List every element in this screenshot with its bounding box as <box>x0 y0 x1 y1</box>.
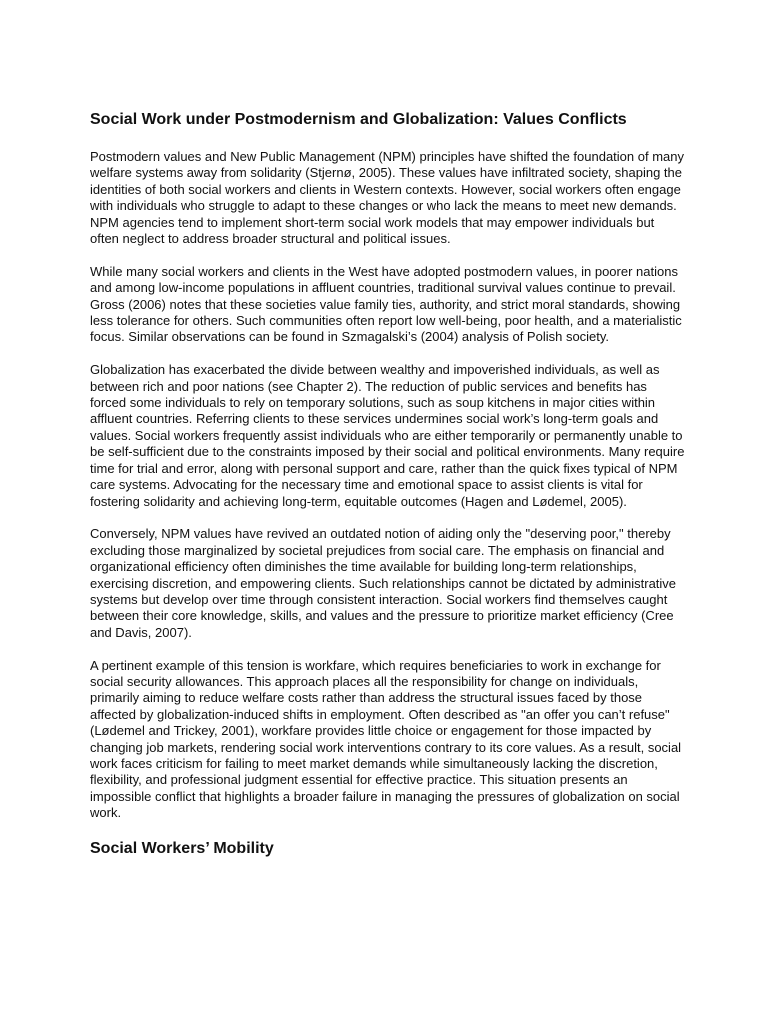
document-page <box>90 110 686 859</box>
paragraph-npm-principles: Postmodern values and New Public Management (NPM) principles have shifted the foundation of many welfare systems away from solidarity (Stjernø, 2005). These values have infiltrated society, shaping the identities of both social workers and clients in Western contexts. However, social workers often engage with individuals who struggle to adapt to these changes or who lack the means to meet new demands. NPM agencies tend to implement short-term social work models that may empower individuals but often neglect to address broader structural and political issues. <box>90 149 684 247</box>
paragraph-globalization-divide: Globalization has exacerbated the divide between wealthy and impoverished individuals, as well as between rich and poor nations (see Chapter 2). The reduction of public services and benefits has forced some individuals to rely on temporary solutions, such as soup kitchens in major cities within affluent countries. Referring clients to these services undermines social work’s long-term goals and values. Social workers frequently assist individuals who are either temporarily or permanently unable to be self-sufficient due to the constraints imposed by their social and political environments. Many require time for trial and error, along with personal support and care, rather than the quick fixes typical of NPM care systems. Advocating for the necessary time and emotional space to assist clients is vital for fostering solidarity and achieving long-term, equitable outcomes (Hagen and Lødemel, 2005). <box>90 362 685 509</box>
paragraph-deserving-poor: Conversely, NPM values have revived an outdated notion of aiding only the "deserving poor," thereby excluding those marginalized by societal prejudices from social care. The emphasis on financial and organizational efficiency often diminishes the time available for building long-term relationships, exercising discretion, and empowering clients. Such relationships cannot be dictated by administrative systems but develop over time through consistent interaction. Social workers find themselves caught between their core knowledge, skills, and values and the pressure to prioritize market efficiency (Cree and Davis, 2007). <box>90 526 677 640</box>
section-title-values-conflicts: Social Work under Postmodernism and Globalization: Values Conflicts <box>90 111 627 128</box>
paragraph-workfare: A pertinent example of this tension is workfare, which requires beneficiaries to work in exchange for social security allowances. This approach places all the responsibility for change on individuals, primarily aiming to reduce welfare costs rather than address the structural issues faced by those affected by globalization-induced shifts in employment. Often described as "an offer you can’t refuse" (Lødemel and Trickey, 2001), workfare provides little choice or engagement for those impacted by changing job markets, rendering social work interventions contrary to its core values. As a result, social work faces criticism for failing to meet market demands while simultaneously lacking the discretion, flexibility, and professional judgment essential for effective practice. This situation presents an impossible conflict that highlights a broader failure in managing the pressures of globalization on social work. <box>90 657 682 821</box>
paragraph-survival-values: While many social workers and clients in the West have adopted postmodern values, in poorer nations and among low-income populations in affluent countries, traditional survival values continue to prevail. Gross (2006) notes that these societies value family ties, authority, and strict moral standards, showing less tolerance for others. Such communities often report low well-being, poor health, and a materialistic focus. Similar observations can be found in Szmagalski’s (2004) analysis of Polish society. <box>90 263 682 345</box>
section-title-mobility: Social Workers’ Mobility <box>90 839 274 857</box>
